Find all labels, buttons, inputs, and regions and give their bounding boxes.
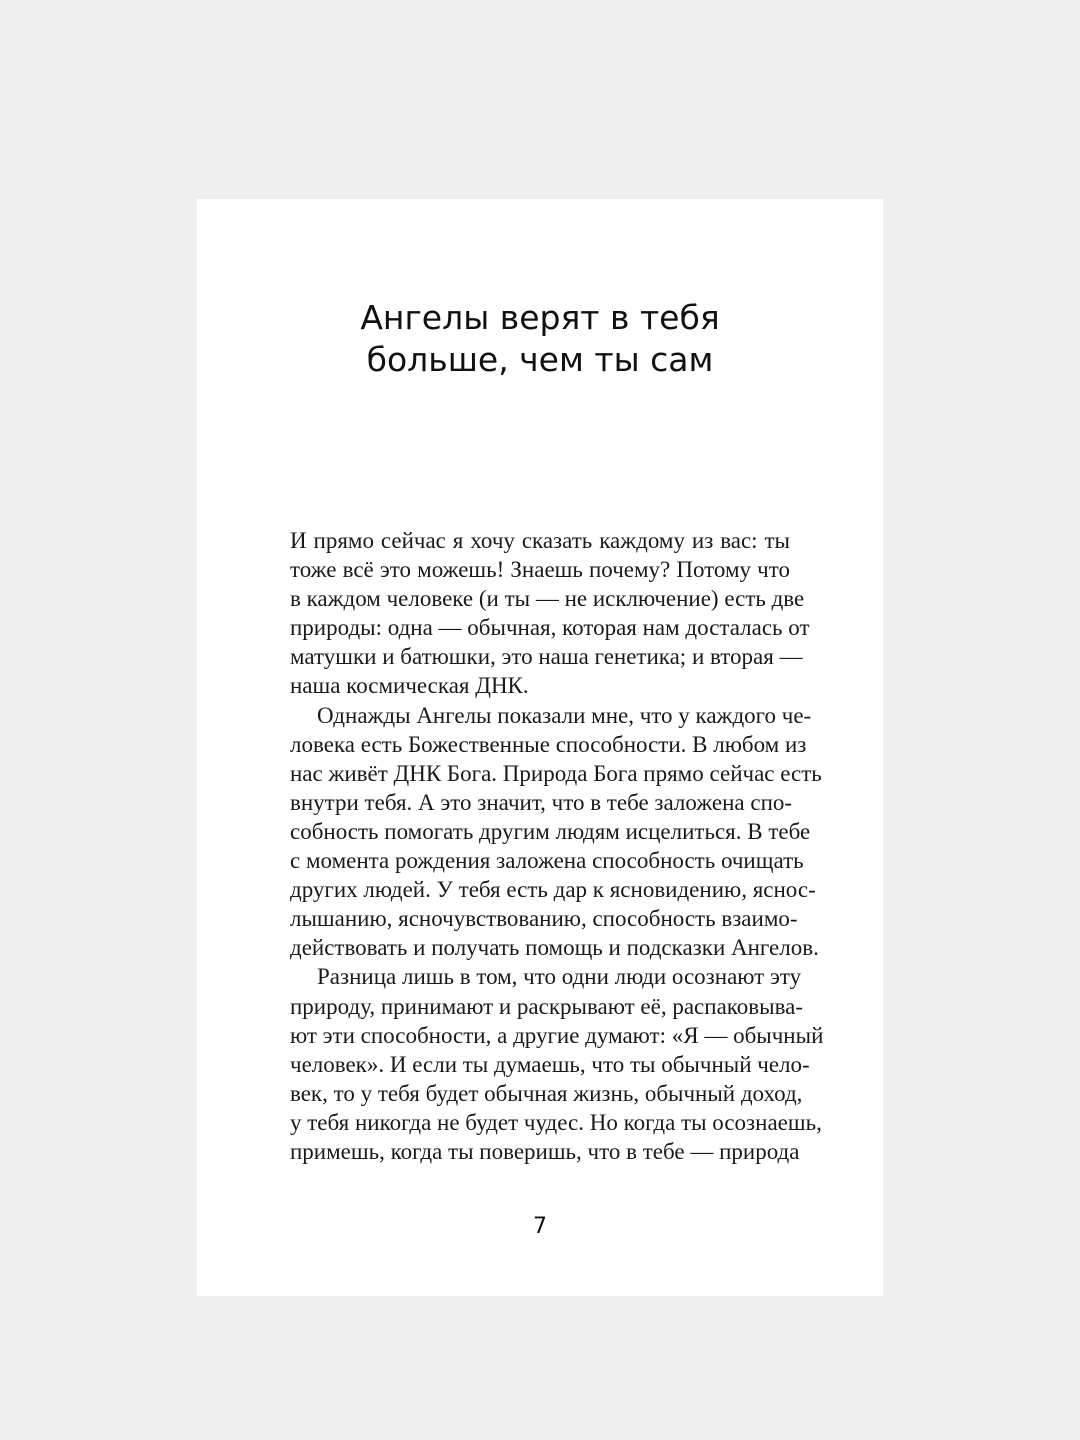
- chapter-title: [197, 297, 883, 381]
- text-line: век, то у тебя будет обычная жизнь, обычный доход,: [290, 1080, 803, 1106]
- text-line: с момента рождения заложена способность очищать: [290, 848, 804, 874]
- text-line: Разница лишь в том, что одни люди осознают эту: [317, 964, 802, 990]
- paragraph: [290, 526, 810, 701]
- text-line: у тебя никогда не будет чудес. Но когда ты осознаешь,: [290, 1109, 822, 1135]
- body-text: [290, 526, 824, 1166]
- page-number: 7: [533, 1214, 547, 1239]
- text-line: Однажды Ангелы показали мне, что у каждого че-: [317, 702, 812, 728]
- text-line: действовать и получать помощь и подсказки Ангелов.: [290, 935, 819, 961]
- text-line: внутри тебя. А это значит, что в тебе заложена спо-: [290, 789, 793, 815]
- text-line: природы: одна — обычная, которая нам досталась от: [290, 615, 810, 641]
- text-line: собность помогать другим людям исцелиться. В тебе: [290, 818, 811, 844]
- chapter-title-line: больше, чем ты сам: [366, 340, 714, 379]
- chapter-title-line: Ангелы верят в тебя: [360, 298, 720, 337]
- text-line: ют эти способности, а другие думают: «Я — обычный: [290, 1022, 824, 1048]
- text-line: лышанию, ясночувствованию, способность взаимо-: [290, 906, 798, 932]
- paragraph: [290, 701, 822, 963]
- text-line: тоже всё это можешь! Знаешь почему? Потому что: [290, 557, 790, 583]
- text-line: других людей. У тебя есть дар к ясновидению, яснос-: [290, 877, 816, 903]
- paragraph: [290, 962, 824, 1166]
- text-line: человек». И если ты думаешь, что ты обычный чело-: [290, 1051, 810, 1077]
- book-page: [197, 199, 883, 1296]
- text-line: матушки и батюшки, это наша генетика; и вторая —: [290, 644, 803, 670]
- text-line: примешь, когда ты поверишь, что в тебе — природа: [290, 1138, 800, 1164]
- text-line: нас живёт ДНК Бога. Природа Бога прямо сейчас есть: [290, 760, 822, 786]
- text-line: природу, принимают и раскрывают её, распаковыва-: [290, 993, 804, 1019]
- text-line: наша космическая ДНК.: [290, 673, 529, 699]
- text-line: ловека есть Божественные способности. В любом из: [290, 731, 807, 757]
- text-line: И прямо сейчас я хочу сказать каждому из вас: ты: [290, 528, 790, 553]
- text-line: в каждом человеке (и ты — не исключение) есть две: [290, 586, 805, 612]
